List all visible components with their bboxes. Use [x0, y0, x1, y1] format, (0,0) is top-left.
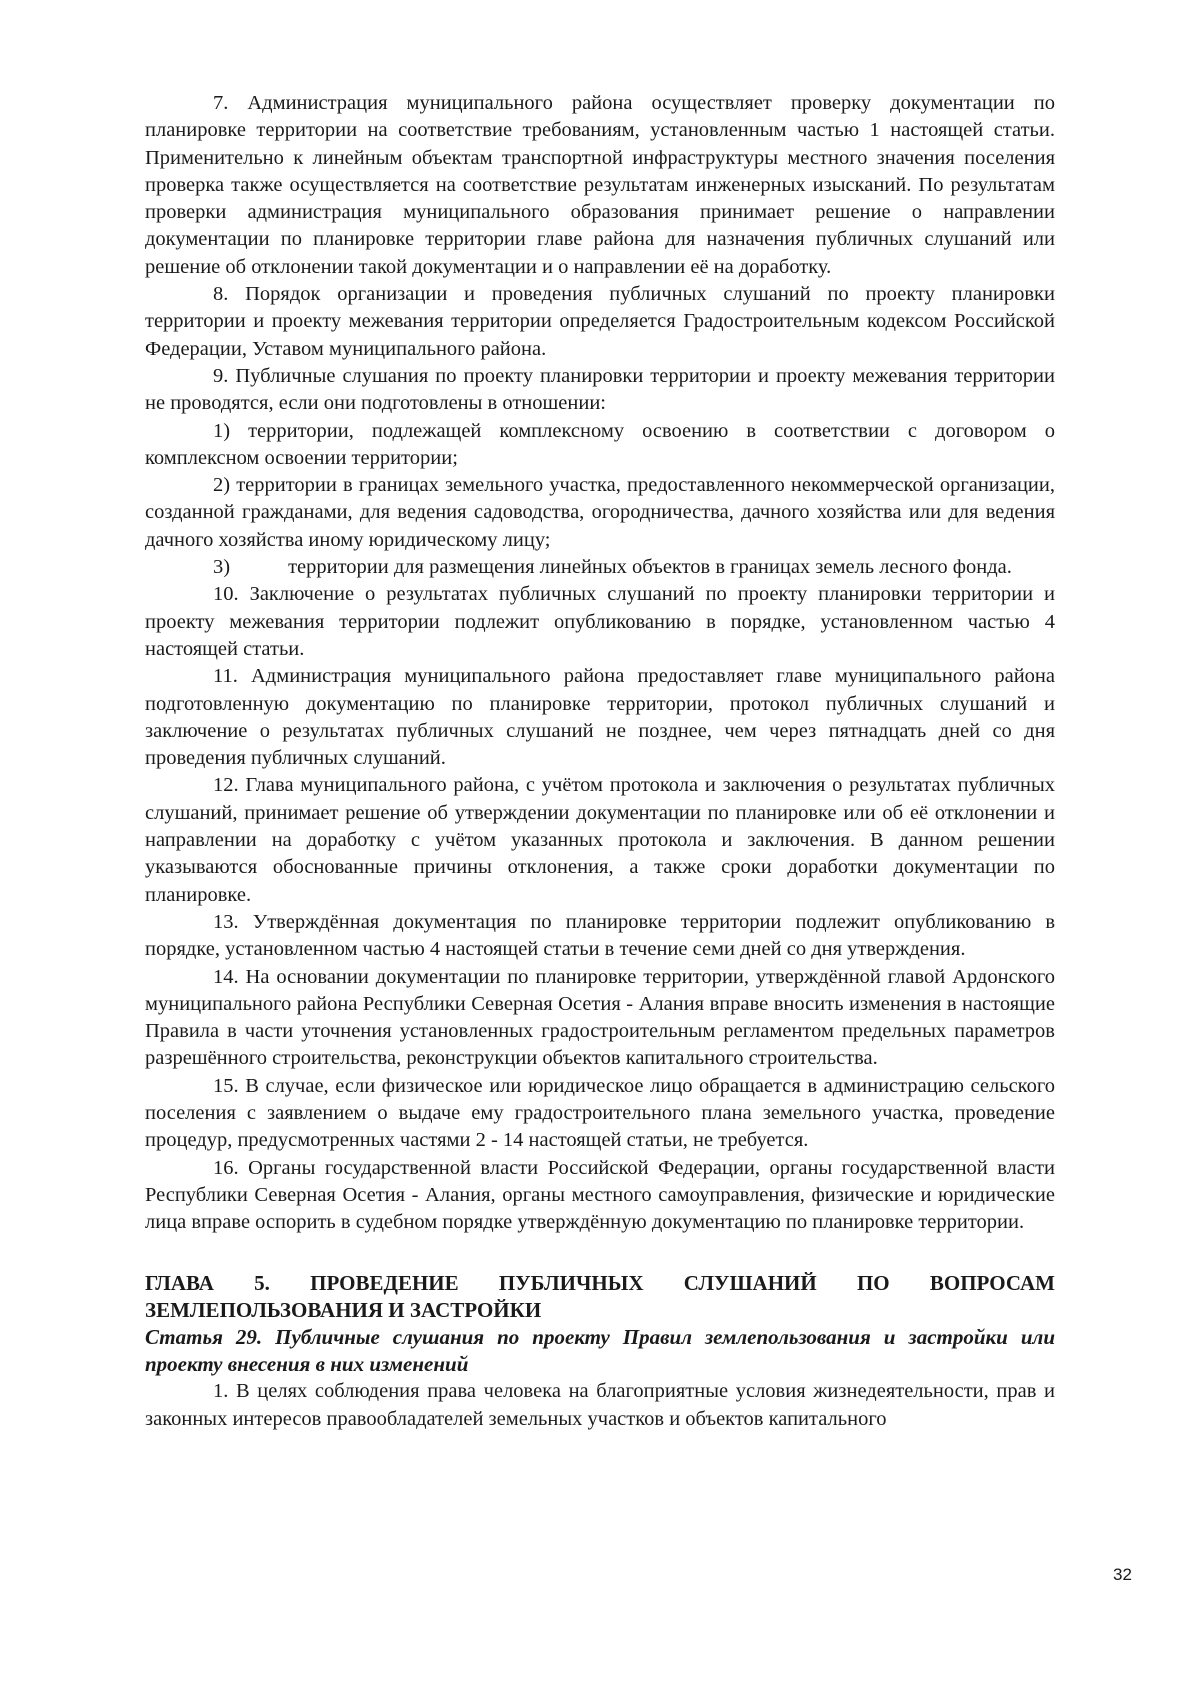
chapter-word: 5. [254, 1271, 270, 1296]
paragraph-11: 11. Администрация муниципального района предоставляет главе муниципального района подготовленную документацию по планировке территории, протокол публичных слушаний и заключение о результатах публичных слушаний не позднее, чем через пятнадцать дней со дня проведения публичных слушаний. [145, 665, 1055, 770]
list-item-2: 2) территории в границах земельного участка, предоставленного некоммерческой организации, созданной гражданами, для ведения садоводства, огородничества, дачного хозяйства или для ведения дачного хозяйства иному юридическому лицу; [145, 474, 1055, 551]
paragraph-9: 9. Публичные слушания по проекту планировки территории и проекту межевания территории не проводятся, если они подготовлены в отношении: [145, 364, 1055, 415]
chapter-heading-line1 [145, 1270, 1055, 1297]
list-item-3 [145, 554, 1055, 581]
list-item-1: 1) территории, подлежащей комплексному освоению в соответствии с договором о комплексном освоении территории; [145, 419, 1055, 469]
document-page [145, 90, 1055, 1433]
paragraph-16: 16. Органы государственной власти Российской Федерации, органы государственной власти Республики Северная Осетия - Алания, органы местного самоуправления, физические и юридические лица вправе оспорить в судебном порядке утверждённую документацию по планировке территории. [145, 1156, 1055, 1234]
paragraph-14: 14. На основании документации по планировке территории, утверждённой главой Ардонского муниципального района Республики Северная Осетия - Алания вправе вносить изменения в настоящие Правила в части уточнения установленных градостроительным регламентом предельных параметров разрешённого строительства, реконструкции объектов капитального строительства. [145, 965, 1055, 1070]
list-item-3-number: 3) [213, 556, 231, 579]
chapter-word: ПО [856, 1271, 890, 1296]
chapter-word: ПРОВЕДЕНИЕ [310, 1271, 459, 1296]
chapter-heading [145, 1270, 1055, 1324]
paragraph-10: 10. Заключение о результатах публичных слушаний по проекту планировки территории и проекту межевания территории подлежит опубликованию в порядке, установленном частью 4 настоящей статьи. [145, 583, 1055, 660]
page-number: 32 [1113, 1565, 1132, 1584]
paragraph-8: 8. Порядок организации и проведения публичных слушаний по проекту планировки территории и проекту межевания территории определяется Градостроительным кодексом Российской Федерации, Уставом муниципального района. [145, 283, 1055, 360]
chapter-word: ВОПРОСАМ [929, 1271, 1055, 1296]
paragraph-7: 7. Администрация муниципального района осуществляет проверку документации по планировке территории на соответствие требованиям, установленным частью 1 настоящей статьи. Применительно к линейным объектам транспортной инфраструктуры местного значения поселения проверка также осуществляется на соответствие результатам инженерных изысканий. По результатам проверки администрация муниципального образования принимает решение о направлении документации по планировке территории главе района для назначения публичных слушаний или решение об отклонении такой документации и о направлении её на доработку. [145, 92, 1055, 278]
paragraph-15: 15. В случае, если физическое или юридическое лицо обращается в администрацию сельского поселения с заявлением о выдаче ему градостроительного плана земельного участка, проведение процедур, предусмотренных частями 2 - 14 настоящей статьи, не требуется. [145, 1074, 1055, 1152]
list-item-3-text: территории для размещения линейных объектов в границах земель лесного фонда. [288, 556, 1012, 579]
article-paragraph-1: 1. В целях соблюдения права человека на благоприятные условия жизнедеятельности, прав и законных интересов правообладателей земельных участков и объектов капитального [145, 1380, 1055, 1430]
chapter-heading-line2: ЗЕМЛЕПОЛЬЗОВАНИЯ И ЗАСТРОЙКИ [145, 1298, 542, 1323]
paragraph-12: 12. Глава муниципального района, с учётом протокола и заключения о результатах публичных слушаний, принимает решение об утверждении документации по планировке или об её отклонении и направлении на доработку с учётом указанных протокола и заключения. В данном решении указываются обоснованные причины отклонения, а также сроки доработки документации по планировке. [145, 774, 1055, 906]
paragraph-13: 13. Утверждённая документация по планировке территории подлежит опубликованию в порядке, установленном частью 4 настоящей статьи в течение семи дней со дня утверждения. [145, 910, 1055, 961]
article-title: Статья 29. Публичные слушания по проекту Правил землепользования и застройки или проекту внесения в них изменений [145, 1325, 1055, 1377]
chapter-word: ПУБЛИЧНЫХ [498, 1271, 644, 1296]
chapter-word: СЛУШАНИЙ [683, 1271, 817, 1296]
chapter-word: ГЛАВА [145, 1271, 214, 1296]
